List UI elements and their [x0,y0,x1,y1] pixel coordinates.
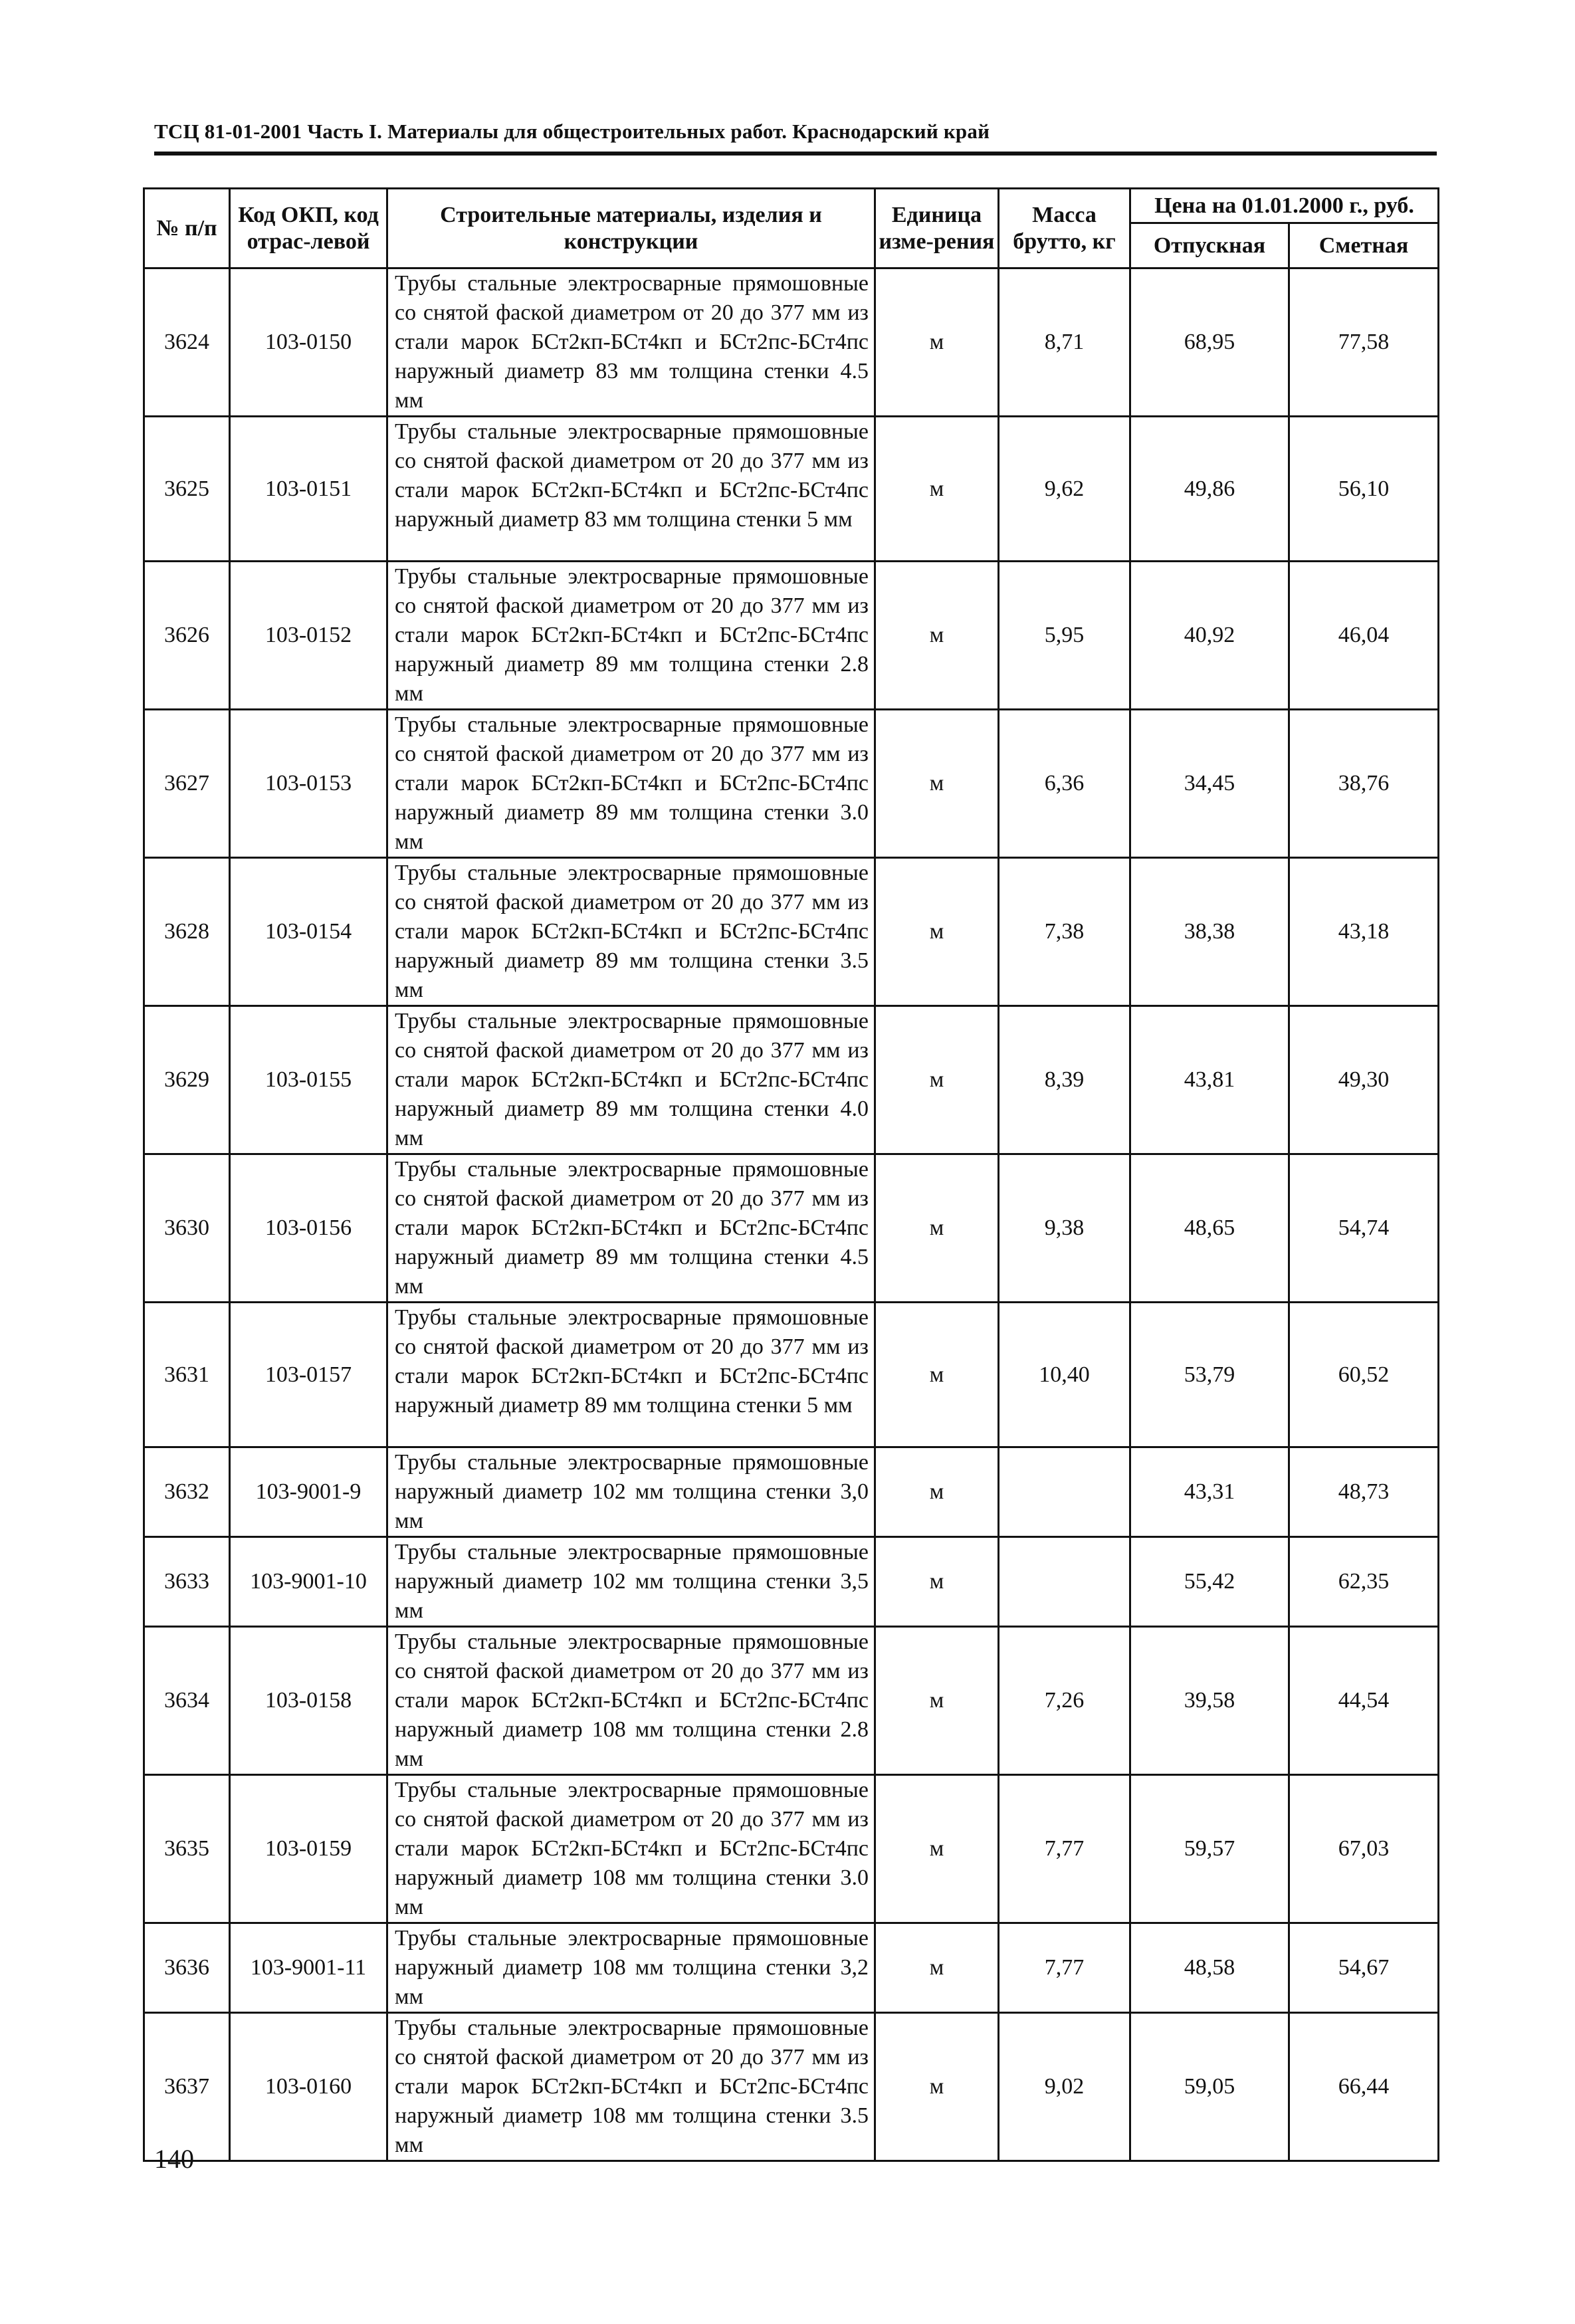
cell-price-release: 48,58 [1130,1923,1289,2013]
cell-unit: м [875,562,999,710]
table-body [144,268,1439,2161]
cell-price-release: 49,86 [1130,417,1289,562]
cell-unit: м [875,1923,999,2013]
cell-num: 3630 [144,1154,230,1303]
cell-price-release: 48,65 [1130,1154,1289,1303]
cell-num: 3635 [144,1775,230,1923]
cell-name: Трубы стальные электросварные прямошовные со снятой фаской диаметром от 20 до 377 мм из стали марок БСт2кп-БСт4кп и БСт2пс-БСт4пс наружный диаметр 89 мм толщина стенки 3.0 мм [387,710,875,858]
cell-price-release: 59,57 [1130,1775,1289,1923]
cell-mass: 5,95 [999,562,1130,710]
col-header-name: Строительные материалы, изделия и конструкции [387,189,875,268]
cell-unit: м [875,710,999,858]
cell-code: 103-9001-10 [230,1537,387,1627]
col-header-num: № п/п [144,189,230,268]
cell-num: 3637 [144,2013,230,2161]
cell-name: Трубы стальные электросварные прямошовные со снятой фаской диаметром от 20 до 377 мм из стали марок БСт2кп-БСт4кп и БСт2пс-БСт4пс наружный диаметр 89 мм толщина стенки 2.8 мм [387,562,875,710]
cell-price-release: 43,31 [1130,1447,1289,1537]
cell-price-release: 53,79 [1130,1303,1289,1447]
table-header-row [144,189,1439,223]
cell-name: Трубы стальные электросварные прямошовные со снятой фаской диаметром от 20 до 377 мм из стали марок БСт2кп-БСт4кп и БСт2пс-БСт4пс наружный диаметр 108 мм толщина стенки 3.5 мм [387,2013,875,2161]
col-header-price-release: Отпускная [1130,223,1289,268]
cell-price-release: 34,45 [1130,710,1289,858]
cell-price-release: 68,95 [1130,268,1289,417]
cell-price-release: 43,81 [1130,1006,1289,1154]
cell-num: 3632 [144,1447,230,1537]
cell-price-release: 59,05 [1130,2013,1289,2161]
table-row [144,1447,1439,1537]
cell-price-release: 39,58 [1130,1627,1289,1775]
cell-code: 103-0159 [230,1775,387,1923]
cell-code: 103-0157 [230,1303,387,1447]
cell-mass: 8,71 [999,268,1130,417]
cell-mass: 7,26 [999,1627,1130,1775]
cell-name: Трубы стальные электросварные прямошовные со снятой фаской диаметром от 20 до 377 мм из стали марок БСт2кп-БСт4кп и БСт2пс-БСт4пс наружный диаметр 108 мм толщина стенки 3.0 мм [387,1775,875,1923]
cell-price-estimate: 67,03 [1289,1775,1439,1923]
cell-mass [999,1537,1130,1627]
table-row [144,1923,1439,2013]
cell-num: 3629 [144,1006,230,1154]
table-row [144,1303,1439,1447]
cell-unit: м [875,1447,999,1537]
cell-code: 103-0150 [230,268,387,417]
cell-price-estimate: 77,58 [1289,268,1439,417]
cell-unit: м [875,1627,999,1775]
cell-unit: м [875,1537,999,1627]
cell-unit: м [875,268,999,417]
cell-price-estimate: 44,54 [1289,1627,1439,1775]
cell-name: Трубы стальные электросварные прямошовные наружный диаметр 108 мм толщина стенки 3,2 мм [387,1923,875,2013]
table-row [144,562,1439,710]
cell-mass: 7,77 [999,1923,1130,2013]
cell-mass: 7,77 [999,1775,1130,1923]
cell-num: 3634 [144,1627,230,1775]
cell-price-release: 38,38 [1130,858,1289,1006]
cell-unit: м [875,1154,999,1303]
cell-num: 3624 [144,268,230,417]
cell-num: 3625 [144,417,230,562]
cell-unit: м [875,1006,999,1154]
cell-mass: 9,02 [999,2013,1130,2161]
cell-price-estimate: 43,18 [1289,858,1439,1006]
col-header-price-estimate: Сметная [1289,223,1439,268]
cell-name: Трубы стальные электросварные прямошовные со снятой фаской диаметром от 20 до 377 мм из стали марок БСт2кп-БСт4кп и БСт2пс-БСт4пс наружный диаметр 83 мм толщина стенки 4.5 мм [387,268,875,417]
cell-code: 103-0156 [230,1154,387,1303]
cell-code: 103-0152 [230,562,387,710]
cell-price-estimate: 54,74 [1289,1154,1439,1303]
cell-mass: 7,38 [999,858,1130,1006]
cell-price-estimate: 54,67 [1289,1923,1439,2013]
cell-mass: 10,40 [999,1303,1130,1447]
cell-code: 103-0160 [230,2013,387,2161]
cell-unit: м [875,1775,999,1923]
table-row [144,1627,1439,1775]
cell-name: Трубы стальные электросварные прямошовные со снятой фаской диаметром от 20 до 377 мм из стали марок БСт2кп-БСт4кп и БСт2пс-БСт4пс наружный диаметр 108 мм толщина стенки 2.8 мм [387,1627,875,1775]
cell-num: 3636 [144,1923,230,2013]
cell-name: Трубы стальные электросварные прямошовные со снятой фаской диаметром от 20 до 377 мм из стали марок БСт2кп-БСт4кп и БСт2пс-БСт4пс наружный диаметр 83 мм толщина стенки 5 мм [387,417,875,562]
cell-price-estimate: 60,52 [1289,1303,1439,1447]
cell-unit: м [875,1303,999,1447]
table-row [144,417,1439,562]
cell-code: 103-9001-9 [230,1447,387,1537]
cell-price-release: 40,92 [1130,562,1289,710]
table-row [144,1154,1439,1303]
table-row [144,1006,1439,1154]
cell-price-estimate: 66,44 [1289,2013,1439,2161]
table-row [144,710,1439,858]
cell-unit: м [875,2013,999,2161]
table-row [144,268,1439,417]
header-rule [154,152,1437,156]
cell-code: 103-0151 [230,417,387,562]
page-header: ТСЦ 81-01-2001 Часть I. Материалы для общестроительных работ. Краснодарский край [154,120,990,143]
cell-unit: м [875,417,999,562]
col-header-code: Код ОКП, код отрас-левой [230,189,387,268]
cell-mass: 9,62 [999,417,1130,562]
cell-code: 103-0158 [230,1627,387,1775]
cell-price-release: 55,42 [1130,1537,1289,1627]
cell-num: 3628 [144,858,230,1006]
cell-price-estimate: 38,76 [1289,710,1439,858]
cell-num: 3627 [144,710,230,858]
cell-name: Трубы стальные электросварные прямошовные со снятой фаской диаметром от 20 до 377 мм из стали марок БСт2кп-БСт4кп и БСт2пс-БСт4пс наружный диаметр 89 мм толщина стенки 5 мм [387,1303,875,1447]
page-number: 140 [154,2144,194,2174]
table-row [144,1775,1439,1923]
cell-mass: 9,38 [999,1154,1130,1303]
cell-num: 3633 [144,1537,230,1627]
cell-mass: 6,36 [999,710,1130,858]
cell-mass: 8,39 [999,1006,1130,1154]
cell-name: Трубы стальные электросварные прямошовные со снятой фаской диаметром от 20 до 377 мм из стали марок БСт2кп-БСт4кп и БСт2пс-БСт4пс наружный диаметр 89 мм толщина стенки 4.0 мм [387,1006,875,1154]
cell-name: Трубы стальные электросварные прямошовные наружный диаметр 102 мм толщина стенки 3,0 мм [387,1447,875,1537]
cell-name: Трубы стальные электросварные прямошовные со снятой фаской диаметром от 20 до 377 мм из стали марок БСт2кп-БСт4кп и БСт2пс-БСт4пс наружный диаметр 89 мм толщина стенки 3.5 мм [387,858,875,1006]
table-row [144,858,1439,1006]
cell-code: 103-0155 [230,1006,387,1154]
table-row [144,1537,1439,1627]
cell-code: 103-0154 [230,858,387,1006]
cell-code: 103-9001-11 [230,1923,387,2013]
cell-price-estimate: 49,30 [1289,1006,1439,1154]
col-header-price-group: Цена на 01.01.2000 г., руб. [1130,189,1439,223]
col-header-unit: Единица изме-рения [875,189,999,268]
cell-mass [999,1447,1130,1537]
cell-price-estimate: 46,04 [1289,562,1439,710]
cell-name: Трубы стальные электросварные прямошовные со снятой фаской диаметром от 20 до 377 мм из стали марок БСт2кп-БСт4кп и БСт2пс-БСт4пс наружный диаметр 89 мм толщина стенки 4.5 мм [387,1154,875,1303]
cell-num: 3631 [144,1303,230,1447]
cell-price-estimate: 56,10 [1289,417,1439,562]
materials-price-table [143,187,1439,2162]
cell-unit: м [875,858,999,1006]
cell-num: 3626 [144,562,230,710]
col-header-mass: Масса брутто, кг [999,189,1130,268]
cell-name: Трубы стальные электросварные прямошовные наружный диаметр 102 мм толщина стенки 3,5 мм [387,1537,875,1627]
cell-price-estimate: 62,35 [1289,1537,1439,1627]
table-row [144,2013,1439,2161]
cell-code: 103-0153 [230,710,387,858]
cell-price-estimate: 48,73 [1289,1447,1439,1537]
